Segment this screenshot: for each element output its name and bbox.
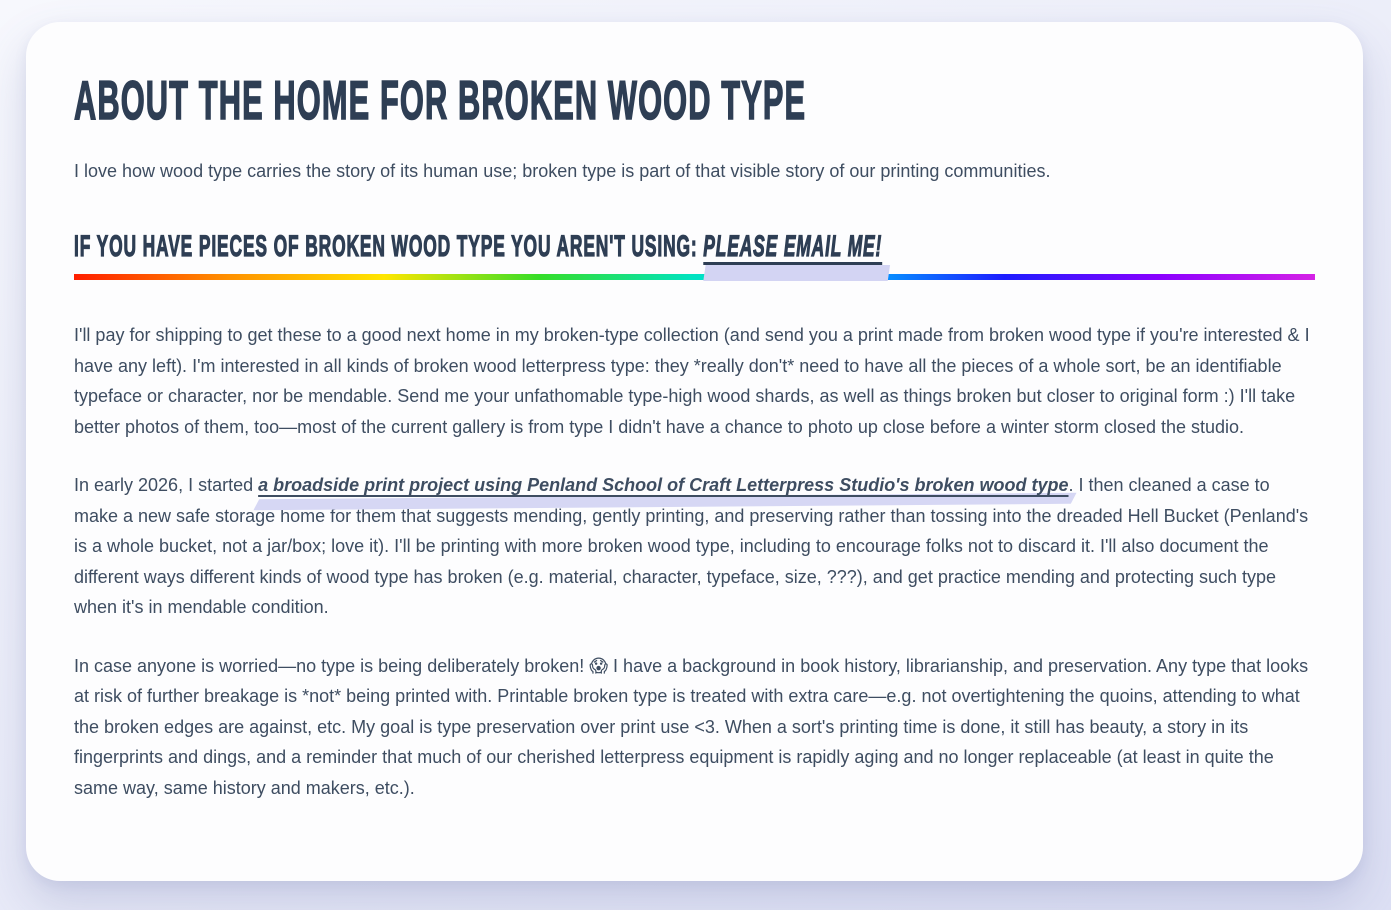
- intro-paragraph: I love how wood type carries the story of its human use; broken type is part of that visible story of our printing communities.: [74, 160, 1051, 181]
- content-card: [26, 22, 1363, 881]
- broadside-before-text: In early 2026, I started: [74, 475, 259, 496]
- email-link[interactable]: PLEASE EMAIL ME!: [703, 230, 883, 264]
- page-title-text: ABOUT THE HOME FOR BROKEN WOOD TYPE: [74, 69, 807, 131]
- call-to-action-heading: [74, 230, 1315, 263]
- broadside-project-link[interactable]: a broadside print project using Penland School of Craft Letterpress Studio's broken wood type: [258, 475, 1069, 496]
- cta-line: [74, 230, 883, 263]
- preservation-paragraph: In case anyone is worried—no type is being deliberately broken! 😱 I have a background in book history, librarianship, and preservation. Any type that looks at risk of further breakage is *not* being printed with. Printable broken type is treated with extra care—e.g. not overtightening the quoins, attending to what the broken edges are against, etc. My goal is type preservation over print use <3. When a sort's printing time is done, it still has beauty, a story in its fingerprints and dings, and a reminder that much of our cherished letterpress equipment is rapidly aging and no longer replaceable (at least in quite the same way, same history and makers, etc.).: [74, 655, 1309, 798]
- cta-text: IF YOU HAVE PIECES OF BROKEN WOOD TYPE YOU AREN'T USING:: [74, 230, 704, 264]
- broadside-paragraph: [74, 470, 1315, 623]
- page-title: [74, 69, 1315, 131]
- broadside-after-text: . I then cleaned a case to make a new safe storage home for them that suggests mending, gently printing, and preserving rather than tossing into the dreaded Hell Bucket (Penland's is a whole bucket, not a jar/box; love it). I'll be printing with more broken wood type, including to encourage folks not to discard it. I'll also document the different ways different kinds of wood type has broken (e.g. material, character, typeface, size, ???), and get practice mending and protecting such type when it's in mendable condition.: [74, 475, 1309, 618]
- rainbow-divider: [74, 274, 1315, 280]
- shipping-paragraph: I'll pay for shipping to get these to a good next home in my broken-type collection (and send you a print made from broken wood type if you're interested & I have any left). I'm interested in all kinds of broken wood letterpress type: they *really don't* need to have all the pieces of a whole sort, be an identifiable typeface or character, nor be mendable. Send me your unfathomable type-high wood shards, as well as things broken but closer to original form :) I'll take better photos of them, too—most of the current gallery is from type I didn't have a chance to photo up close before a winter storm closed the studio.: [74, 325, 1310, 437]
